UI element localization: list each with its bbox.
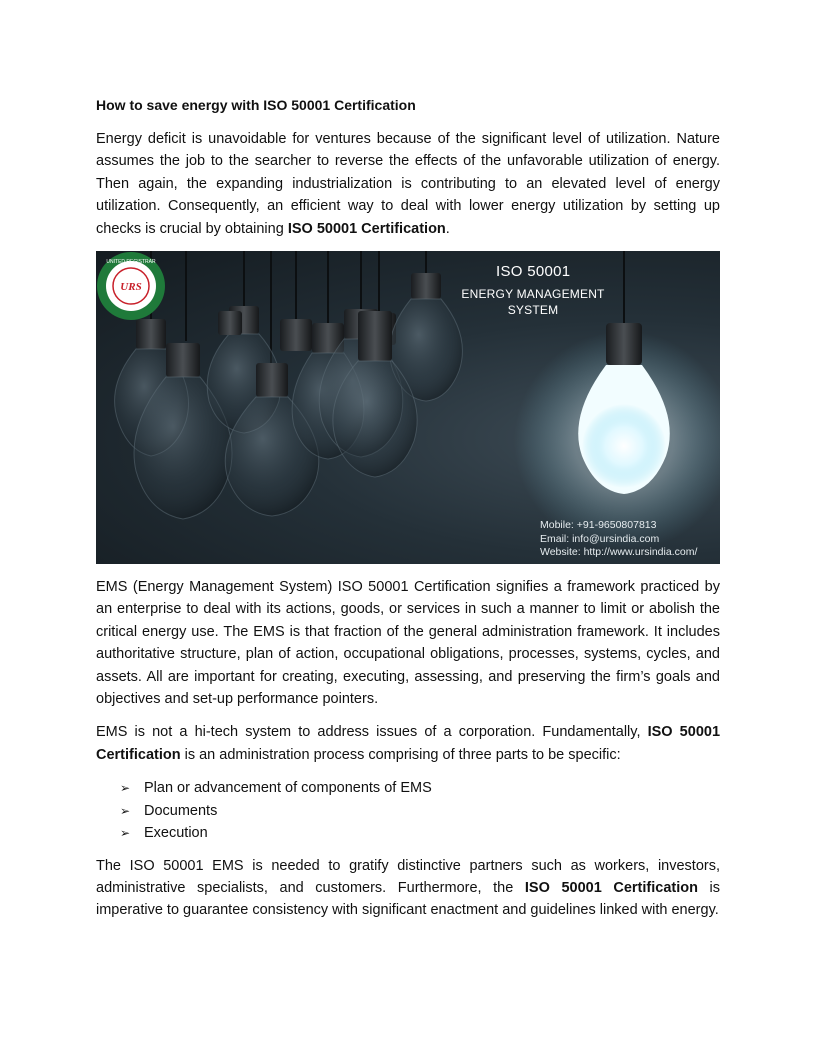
list-item: ➢ Plan or advancement of components of EMS [120,777,720,799]
banner-title: ISO 50001 [496,263,571,281]
banner-image [96,251,720,564]
article-title: How to save energy with ISO 50001 Certification [96,97,416,113]
paragraph-ems: EMS (Energy Management System) ISO 50001 Certification signifies a framework practiced by an enterprise to deal with its actions, goods, or services in such a manner to limit or abolish the critical energy use. The EMS is that fraction of the general administration framework. It includes authoritative structure, plan of action, occupational obligations, processes, systems, cycles, and assets. All are important for creating, executing, assessing, and preserving the firm’s goals and objectives and set-up performance pointers. [96,579,720,708]
paragraph-parts: EMS is not a hi-tech system to address issues of a corporation. Fundamentally, ISO 50001 Certification is an administration process comprising of three parts to be specific: [96,724,721,763]
urs-seal-logo [96,251,166,321]
arrow-bullet-icon: ➢ [120,803,131,818]
light-bulbs-illustration [96,251,720,564]
paragraph-conclusion: The ISO 50001 EMS is needed to gratify distinctive partners such as workers, investors, administrative specialists, and customers. Furthermore, the ISO 50001 Certification is imperative to guarantee consistency with significant enactment and guidelines linked with energy. [96,857,721,919]
bulb-group [115,273,463,519]
svg-text:UNITED REGISTRAR: UNITED REGISTRAR [106,259,156,266]
svg-text:URS: URS [120,281,142,294]
article [96,94,720,933]
arrow-bullet-icon: ➢ [120,781,131,796]
list-item: ➢ Execution [120,822,720,844]
banner-subtitle: ENERGY MANAGEMENT SYSTEM [461,287,605,318]
list-item: ➢ Documents [120,800,720,822]
banner-contact: Mobile: +91-9650807813 Email: info@ursindia.com Website: http://www.ursindia.com/ [540,519,698,559]
paragraph-intro: Energy deficit is unavoidable for ventures because of the significant level of utilization. Nature assumes the job to the searcher to reverse the effects of the unfavorable utilization of energy. Then again, the expanding industrialization is contributing to an elevated level of energy utilization. Consequently, an efficient way to deal with lower energy utilization by setting up checks is crucial by obtaining ISO 50001 Certification. [96,131,720,237]
arrow-bullet-icon: ➢ [120,826,131,841]
parts-list [96,777,720,844]
